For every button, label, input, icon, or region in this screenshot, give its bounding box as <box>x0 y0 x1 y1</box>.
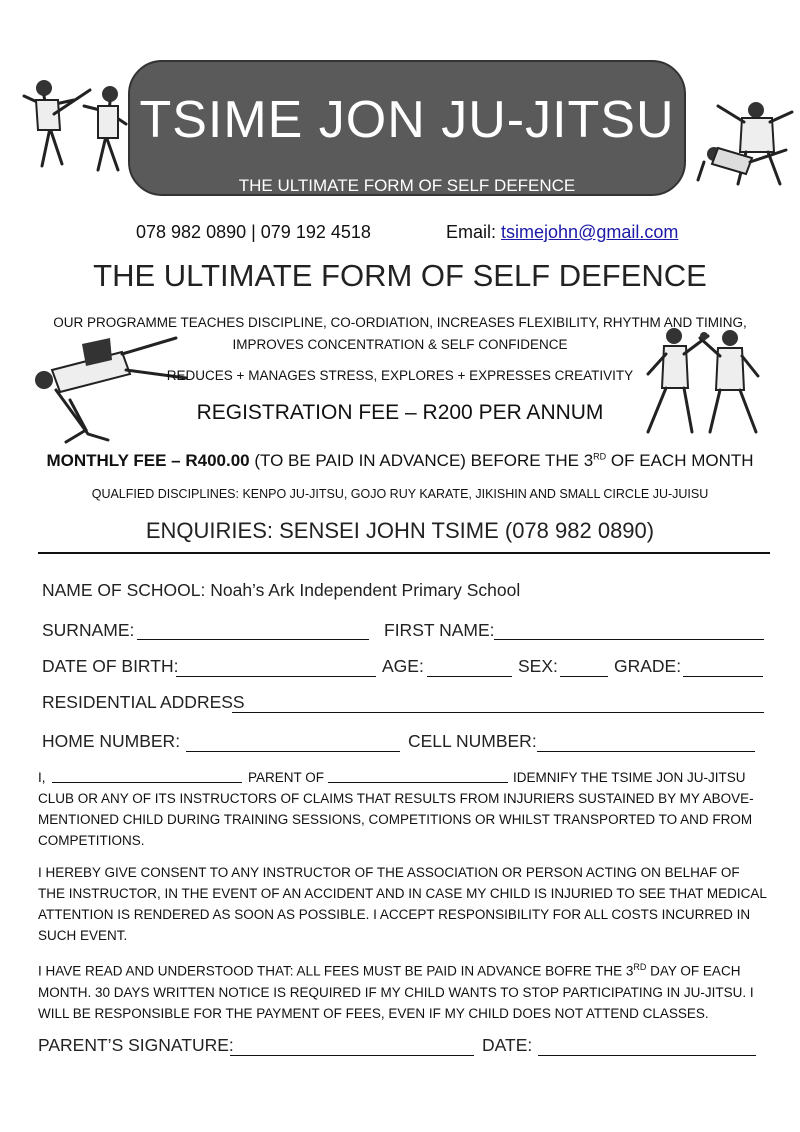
terms-sup: RD <box>633 962 647 972</box>
kick-fighters-illustration <box>14 66 134 182</box>
title-banner <box>128 60 686 196</box>
terms-part1: I HAVE READ AND UNDERSTOOD THAT: ALL FEES MUST BE PAID IN ADVANCE BOFRE THE 3 <box>38 963 634 979</box>
age-label: AGE: <box>382 656 424 676</box>
club-title: TSIME JON JU-JITSU <box>139 91 675 149</box>
child-name-field[interactable] <box>328 782 508 783</box>
monthly-fee <box>0 451 800 471</box>
email-link[interactable]: tsimejohn@gmail.com <box>501 222 679 242</box>
monthly-fee-terms: (TO BE PAID IN ADVANCE) BEFORE THE 3 <box>254 451 594 470</box>
monthly-fee-amount: MONTHLY FEE – R400.00 <box>46 451 250 470</box>
grade-label: GRADE: <box>614 656 682 676</box>
throw-fighters-illustration <box>694 92 798 190</box>
first-name-label: FIRST NAME: <box>384 620 495 640</box>
home-number-label: HOME NUMBER: <box>42 731 181 751</box>
address-label: RESIDENTIAL ADDRESS <box>42 692 245 712</box>
parent-signature-label: PARENT’S SIGNATURE: <box>38 1035 234 1055</box>
parent-name-field[interactable] <box>52 782 242 783</box>
banner-subtitle: THE ULTIMATE FORM OF SELF DEFENCE <box>238 176 576 195</box>
monthly-fee-sup: RD <box>593 451 607 462</box>
cell-number-label: CELL NUMBER: <box>408 731 537 751</box>
programme-line-3: REDUCES + MANAGES STRESS, EXPLORES + EXPRESSES CREATIVITY <box>166 368 634 383</box>
monthly-fee-end: OF EACH MONTH <box>610 451 754 470</box>
address-field[interactable] <box>232 712 764 713</box>
indemnity-parent-of: PARENT OF <box>248 770 325 785</box>
main-heading: THE ULTIMATE FORM OF SELF DEFENCE <box>93 258 707 293</box>
surname-field[interactable] <box>137 639 369 640</box>
school-name: NAME OF SCHOOL: Noah’s Ark Independent Primary School <box>42 580 521 600</box>
dob-field[interactable] <box>176 676 376 677</box>
phone-numbers: 078 982 0890 | 079 192 4518 <box>136 222 371 242</box>
indemnity-i: I, <box>38 770 46 785</box>
disciplines: QUALFIED DISCIPLINES: KENPO JU-JITSU, GOJO RUY KARATE, JIKISHIN AND SMALL CIRCLE JU-JUISU <box>91 487 709 501</box>
first-name-field[interactable] <box>494 639 764 640</box>
terms-paragraph <box>38 957 764 1024</box>
sex-label: SEX: <box>518 656 558 676</box>
programme-line-1: OUR PROGRAMME TEACHES DISCIPLINE, CO-ORDIATION, INCREASES FLEXIBILITY, RHYTHM AND TIMING, <box>53 315 747 330</box>
registration-fee: REGISTRATION FEE – R200 PER ANNUM <box>196 401 604 424</box>
programme-line-2: IMPROVES CONCENTRATION & SELF CONFIDENCE <box>232 337 568 352</box>
email-line <box>446 222 678 243</box>
age-field[interactable] <box>427 676 512 677</box>
date-field[interactable] <box>538 1055 756 1056</box>
home-number-field[interactable] <box>186 751 400 752</box>
email-label: Email: <box>446 222 497 242</box>
consent-paragraph: I HEREBY GIVE CONSENT TO ANY INSTRUCTOR OF THE ASSOCIATION OR PERSON ACTING ON BELHAF OF THE INSTRUCTOR, IN THE EVENT OF AN ACCIDENT AND IN CASE MY CHILD IS INJURIED TO SEE THAT MEDICAL ATTENTION IS RENDERED AS SOON AS POSSIBLE. I ACCEPT RESPONSIBILITY FOR ALL COSTS INCURRED IN SUCH EVENT. <box>38 865 767 943</box>
surname-label: SURNAME: <box>42 620 135 640</box>
grade-field[interactable] <box>683 676 763 677</box>
parent-signature-field[interactable] <box>230 1055 474 1056</box>
dob-label: DATE OF BIRTH: <box>42 656 179 676</box>
cell-number-field[interactable] <box>537 751 755 752</box>
terms-part2: DAY OF EACH MONTH. 30 DAYS WRITTEN NOTICE IS REQUIRED IF MY CHILD WANTS TO STOP PARTICIPATING IN JU-JITSU. I WILL BE RESPONSIBLE FOR THE PAYMENT OF FEES, EVEN IF MY CHILD DOES NOT ATTEND CLASSES. <box>38 963 754 1021</box>
indemnity-body: CLUB OR ANY OF ITS INSTRUCTORS OF CLAIMS THAT RESULTS FROM INJURIERS SUSTAINED BY MY ABOVE-MENTIONED CHILD DURING TRAINING SESSIONS, COMPETITIONS OR WHILST TRANSPORTED TO AND FROM COMPETITIONS. <box>38 791 754 848</box>
indemnity-idemnify: IDEMNIFY THE TSIME JON JU-JITSU <box>513 770 746 785</box>
divider <box>38 552 770 554</box>
date-label: DATE: <box>482 1035 533 1055</box>
enquiries: ENQUIRIES: SENSEI JOHN TSIME (078 982 0890) <box>145 518 655 543</box>
sex-field[interactable] <box>560 676 608 677</box>
